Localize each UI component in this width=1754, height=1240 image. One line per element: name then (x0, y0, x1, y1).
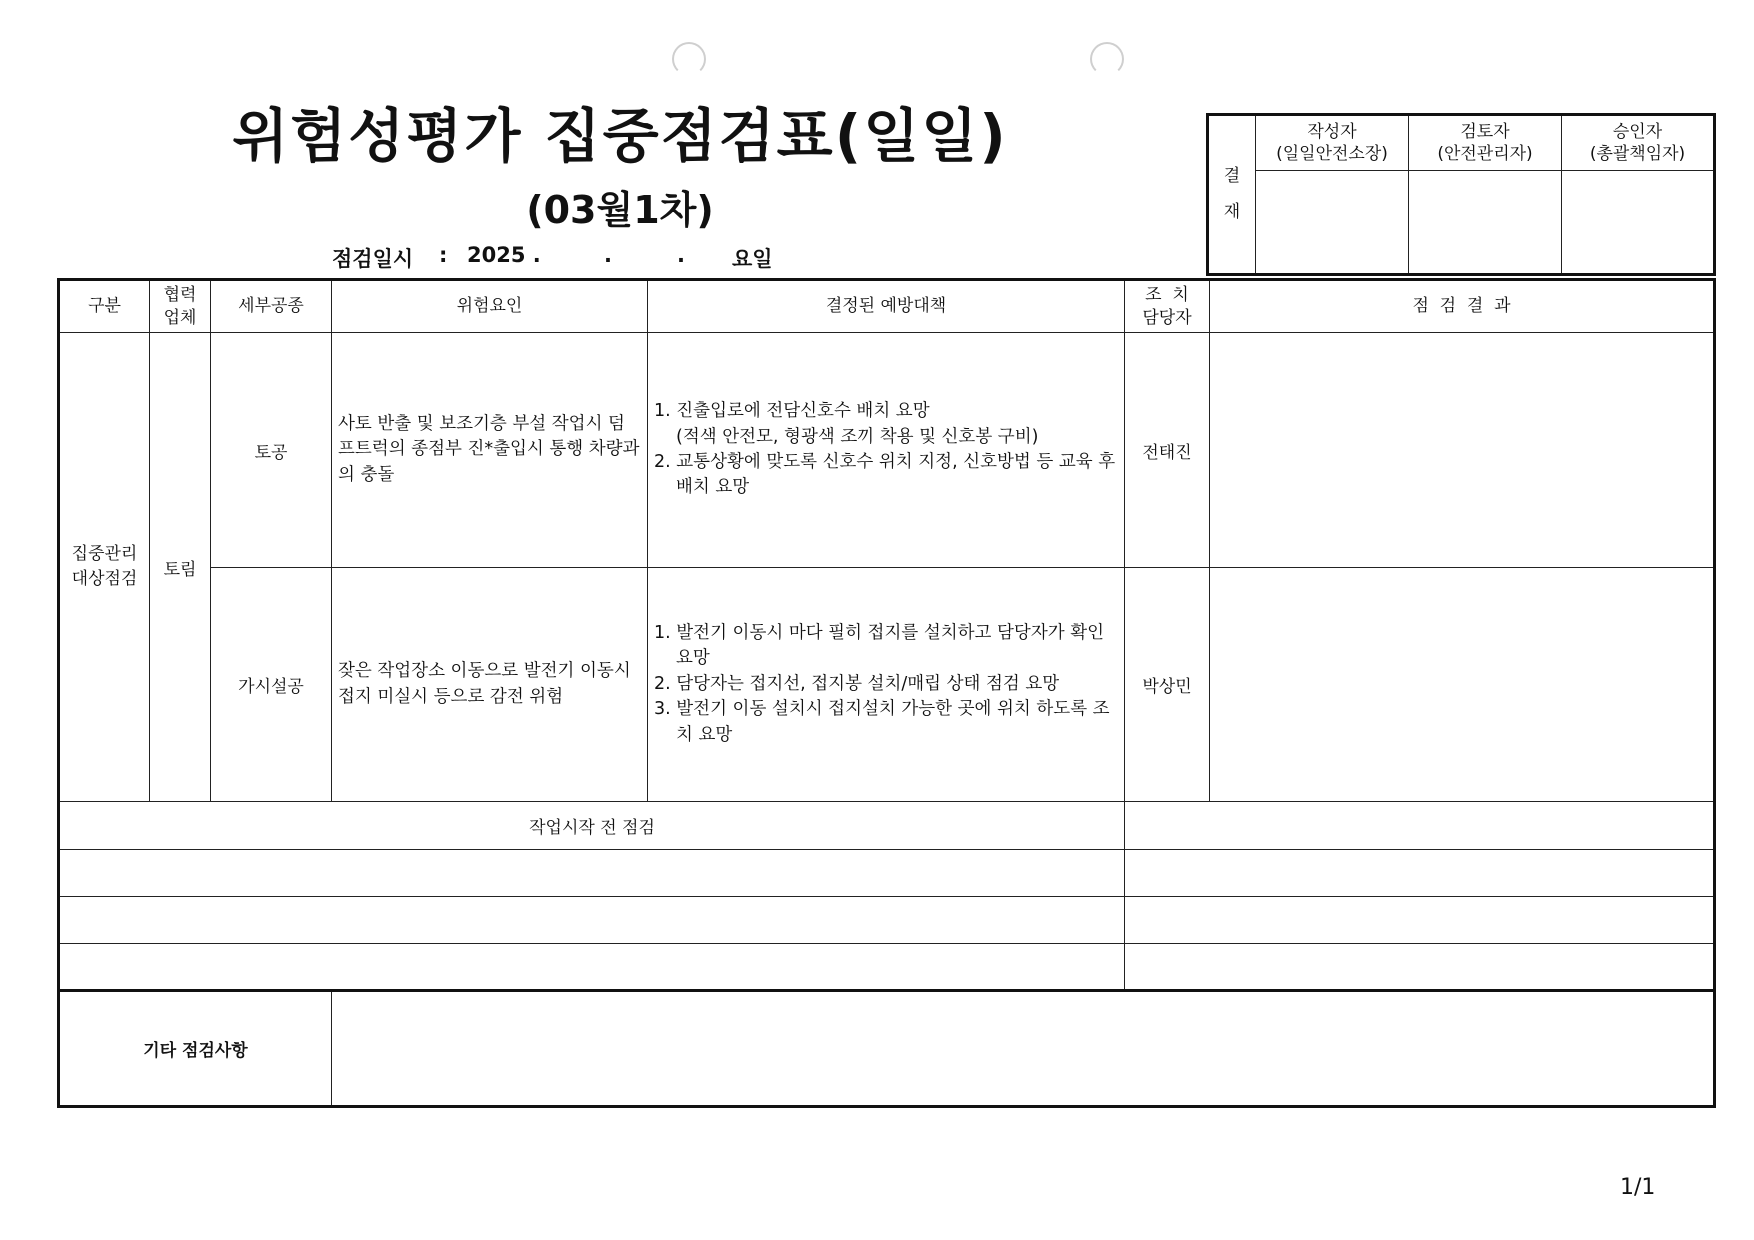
date-weekday: 요일 (732, 247, 773, 271)
punch-hole-mark (1090, 42, 1124, 76)
other-items-row (59, 991, 1715, 1107)
risk-cell: 사토 반출 및 보조기층 부설 작업시 덤프트럭의 종점부 진*출입시 통행 차량과의 충돌 (332, 333, 648, 568)
date-day-dot: . (677, 243, 685, 267)
precheck-row (59, 944, 1715, 991)
precheck-result-cell[interactable] (1125, 897, 1715, 944)
inspection-table (57, 278, 1716, 1108)
date-year: 2025 . (467, 243, 541, 267)
header-result: 점 검 결 과 (1210, 280, 1715, 333)
precheck-result-cell[interactable] (1125, 944, 1715, 991)
measures-cell: 1. 발전기 이동시 마다 필히 접지를 설치하고 담당자가 확인 요망 2. 담당자는 접지선, 접지봉 설치/매립 상태 점검 요망 3. 발전기 이동 설치시 접지설치 가능한 곳에 위치 하도록 조치 요망 (648, 568, 1125, 802)
approval-table (1206, 113, 1716, 276)
approval-side-label: 결 재 (1208, 115, 1256, 275)
precheck-row (59, 850, 1715, 897)
punch-hole-mark (672, 42, 706, 76)
header-measures: 결정된 예방대책 (648, 280, 1125, 333)
approval-reviewer-header: 검토자 (안전관리자) (1409, 115, 1562, 171)
result-cell[interactable] (1210, 568, 1715, 802)
table-row (59, 568, 1715, 802)
precheck-item-cell[interactable] (59, 897, 1125, 944)
precheck-result-header[interactable] (1125, 802, 1715, 850)
date-colon: : (439, 243, 448, 267)
inspection-date-row (332, 243, 852, 273)
risk-cell: 잦은 작업장소 이동으로 발전기 이동시 접지 미실시 등으로 감전 위험 (332, 568, 648, 802)
precheck-result-cell[interactable] (1125, 850, 1715, 897)
header-category: 구분 (59, 280, 150, 333)
page-title: 위험성평가 집중점검표(일일) (232, 102, 1008, 170)
header-work-type: 세부공종 (211, 280, 332, 333)
header-person: 조 치 담당자 (1125, 280, 1210, 333)
header-risk: 위험요인 (332, 280, 648, 333)
measures-cell: 1. 진출입로에 전담신호수 배치 요망 (적색 안전모, 형광색 조끼 착용 및 신호봉 구비) 2. 교통상황에 맞도록 신호수 위치 지정, 신호방법 등 교육 후 배치 요망 (648, 333, 1125, 568)
other-items-input[interactable] (332, 991, 1715, 1107)
result-cell[interactable] (1210, 333, 1715, 568)
reviewer-signature-box[interactable] (1409, 171, 1562, 275)
table-header-row (59, 280, 1715, 333)
precheck-item-cell[interactable] (59, 850, 1125, 897)
approval-approver-header: 승인자 (총괄책임자) (1562, 115, 1715, 171)
precheck-row (59, 897, 1715, 944)
writer-signature-box[interactable] (1256, 171, 1409, 275)
page-subtitle: (03월1차) (526, 188, 714, 232)
precheck-header-row (59, 802, 1715, 850)
page-number: 1/1 (1620, 1175, 1656, 1200)
date-month-dot: . (604, 243, 612, 267)
table-row (59, 333, 1715, 568)
partner-cell: 토림 (150, 333, 211, 802)
work-type-cell: 토공 (211, 333, 332, 568)
person-cell: 전태진 (1125, 333, 1210, 568)
other-items-label: 기타 점검사항 (59, 991, 332, 1107)
work-type-cell: 가시설공 (211, 568, 332, 802)
precheck-label: 작업시작 전 점검 (59, 802, 1125, 850)
precheck-item-cell[interactable] (59, 944, 1125, 991)
person-cell: 박상민 (1125, 568, 1210, 802)
date-label: 점검일시 (332, 247, 414, 271)
approval-writer-header: 작성자 (일일안전소장) (1256, 115, 1409, 171)
header-partner: 협력 업체 (150, 280, 211, 333)
approver-signature-box[interactable] (1562, 171, 1715, 275)
category-cell: 집중관리 대상점검 (59, 333, 150, 802)
